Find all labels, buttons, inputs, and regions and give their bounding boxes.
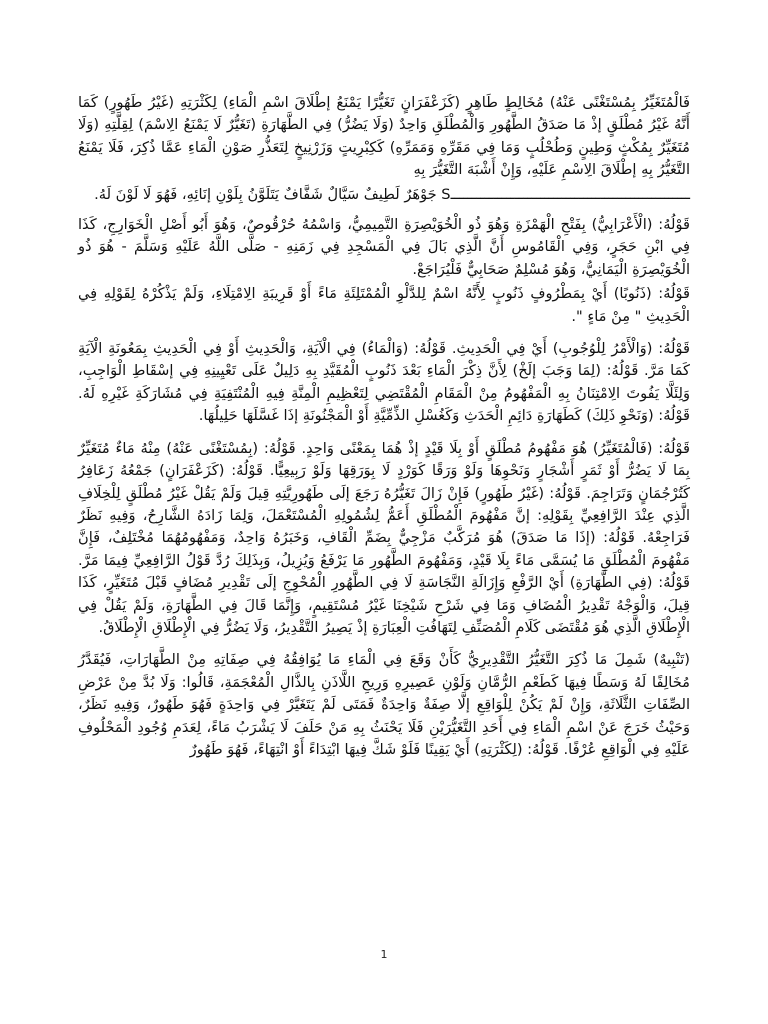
text-paragraph: قَوْلُهُ: (الْأَعْرَابِيُّ) بِفَتْحِ الْهَمْزَةِ وَهُوَ ذُو الْخُوَيْصِرَةِ التَّمِيمِيُّ، وَاسْمُهُ حُرْقُوصٌ، وَهُوَ أَبُو أَصْلِ الْخَوَارِجِ، كَذَا فِي ابْنِ حَجَرٍ، وَفِي الْقَامُوسِ أَنَّ الَّذِي بَالَ فِي الْمَسْجِدِ فِي زَمَنِهِ - صَلَّى اللَّهُ عَلَيْهِ وَسَلَّمَ - هُوَ ذُو الْخُوَيْصِرَةِ الْيَمَانِيُّ، وَهُوَ مُسْلِمٌ صَحَابِيٌّ فَلْيُرَاجَعْ.	[78, 216, 690, 278]
text-paragraph: قَوْلُهُ: (فَالْمُتَغَيِّرُ) هُوَ مَفْهُومُ مُطْلَقٍ أَوْ بِلَا قَيْدٍ إذْ هُمَا بِمَعْنًى وَاحِدٍ. قَوْلُهُ: (بِمُسْتَغْنًى عَنْهُ) مِنْهُ مَاءٌ مُتَغَيِّرٌ بِمَا لَا يَضُرُّ أَوْ ثَمَرٍ أَشْجَارٍ وَنَحْوِهَا وَلَوْ وَرَقًا كَوَرْدٍ لَا بِوَرَقِهَا وَلَوْ رَبِيعِيًّا. قَوْلُهُ: (كَزَعْفَرَانٍ) جَمْعُهُ زَعَافِرُ كَتُرْجُمَانٍ وَتَرَاجِمَ. قَوْلُهُ: (غَيْرُ طَهُورٍ) فَإِنْ زَالَ تَغَيُّرُهُ رَجَعَ إلَى طَهُورِيَّتِهِ قِيلَ وَلَمْ يَقُلْ غَيْرُ مُطْلَقٍ لِلْخِلَافِ الَّذِي عِنْدَ الرَّافِعِيِّ بِقَوْلِهِ: إنَّ مَفْهُومَ الْمُطْلَقِ أَعَمُّ لِشُمُولِهِ الْمُسْتَعْمَلَ، وَلِمَا زَادَهُ الشَّارِحُ، وَفِيهِ نَظَرٌ فَرَاجِعْهُ. قَوْلُهُ: (إذَا مَا صَدَقَ) هُوَ مُرَكَّبٌ مَزْجِيٌّ بِضَمِّ الْقَافِ، وَخَبَرُهُ وَاحِدٌ، وَمَفْهُومُهُمَا مُخْتَلِفٌ، فَإِنَّ مَفْهُومَ الْمُطْلَقِ مَا يُسَمَّى مَاءً بِلَا قَيْدٍ، وَمَفْهُومَ الطَّهُورِ مَا يَرْفَعُ وَيُزِيلُ، وَبِذَلِكَ رُدَّ قَوْلُ الرَّافِعِيِّ فِيمَا مَرَّ. قَوْلُهُ: (فِي الطَّهَارَةِ) أَيْ الرَّفْعِ وَإِزَالَةِ النَّجَاسَةِ لَا فِي الطَّهُورِ الْمُحْوِجِ إلَى تَقْدِيرِ مُضَافٍ قَبْلَ مُتَغَيِّرٍ، كَذَا قِيلَ، وَالْوَجْهُ تَقْدِيرُ الْمُضَافِ وَمَا فِي شَرْحِ شَيْخِنَا غَيْرُ مُسْتَقِيمٍ، وَإِنَّمَا قَالَ فِي الطَّهَارَةِ، وَلَمْ يَقُلْ فِي الْإِطْلَاقِ الَّذِي هُوَ مُقْتَضَى كَلَامِ الْمُصَنِّفِ لِتَهَافُتِ الْعِبَارَةِ إذْ يَصِيرُ التَّقْدِيرُ، وَلَا يَضُرُّ فِي الْإِطْلَاقِ الْإِطْلَاقُ.	[78, 439, 690, 636]
page-number: 1	[380, 948, 388, 961]
separator-paragraph: ــــــــــــــــــــــــــــــــــــــــــــــــــــــــS جَوْهَرٌ لَطِيفٌ سَيَّالٌ شَفَّافٌ يَتَلَوَّنُ بِلَوْنِ إنَائِهِ، فَهُوَ لَا لَوْنَ لَهُ.	[94, 185, 690, 203]
text-paragraph: قَوْلُهُ: (وَالْأَمْرُ لِلْوُجُوبِ) أَيْ فِي الْحَدِيثِ. قَوْلُهُ: (وَالْمَاءُ) فِي الْآيَةِ، وَالْحَدِيثِ أَوْ فِي الْحَدِيثِ بِمَعُونَةِ الْآيَةِ كَمَا مَرَّ. قَوْلُهُ: (لِمَا وَجَبَ إلَخْ) لِأَنَّ ذِكْرَ الْمَاءِ بَعْدَ ذَنُوبٍ الْمُقَيَّدِ بِهِ دَلِيلٌ عَلَى تَعْيِينِهِ فِي إسْقَاطِ الْوَاجِبِ، وَلِئَلَّا يَفُوتَ الِامْتِنَانُ بِهِ الْمَفْهُومُ مِنْ الْمَقَامِ الْمُقْتَضِي لِتَعْظِيمِ الْمِنَّةِ فِيهِ الْمُنْتَفِيَةِ فِي مُشَارَكَةِ غَيْرِهِ لَهُ. قَوْلُهُ: (وَنَحْوِ ذَلِكَ) كَطَهَارَةِ دَائِمِ الْحَدَثِ وَكَغُسْلِ الذِّمِّيَّةِ أَوْ الْمَجْنُونَةِ إذَا غَسَّلَهَا حَلِيلُهَا.	[78, 340, 690, 425]
text-paragraph: قَوْلُهُ: (ذَنُوبًا) أَيْ بِمَطْرُوفٍ ذَنُوبٍ لِأَنَّهُ اسْمٌ لِلدَّلْوِ الْمُمْتَلِئَةِ مَاءً أَوْ قَرِيبَةِ الِامْتِلَاءِ، وَلَمْ يَذْكُرْهُ لِقَوْلِهِ فِي الْحَدِيثِ " مِنْ مَاءٍ ".	[78, 285, 690, 325]
text-paragraph: (تَنْبِيهٌ) شَمِلَ مَا ذُكِرَ التَّغَيُّرُ التَّقْدِيرِيُّ كَأَنْ وَقَعَ فِي الْمَاءِ مَا يُوَافِقُهُ فِي صِفَاتِهِ مِنْ الطَّهَارَاتِ، فَيُقَدَّرُ مُخَالِفًا لَهُ وَسَطًا فِيهَا كَطَعْمِ الرُّمَّانِ وَلَوْنِ عَصِيرِهِ وَرِيحِ اللَّاذَنِ بِالذَّالِ الْمُعْجَمَةِ، قَالُوا: وَلَا بُدَّ مِنْ عَرْضِ الصِّفَاتِ الثَّلَاثَةِ، وَإِنْ لَمْ يَكُنْ لِلْوَاقِعِ إلَّا صِفَةٌ وَاحِدَةٌ فَمَتَى لَمْ يَتَغَيَّرْ فِي وَاحِدَةٍ فَهُوَ طَهُورٌ، وَفِيهِ نَظَرٌ، وَحَيْثُ خَرَجَ عَنْ اسْمِ الْمَاءِ فِي أَحَدِ التَّغَيُّرَيْنِ فَلَا يَحْنَثُ بِهِ مَنْ حَلَفَ لَا يَشْرَبُ مَاءً، لِعَدَمِ وُجُودِ الْمَحْلُوفِ عَلَيْهِ فِي الْوَاقِعِ عُرْفًا. قَوْلُهُ: (لِكَثْرَتِهِ) أَيْ يَقِينًا فَلَوْ شَكَّ فِيهَا ابْتِدَاءً أَوْ انْتِهَاءً، فَهُوَ طَهُورٌ	[78, 651, 690, 758]
text-paragraph: فَالْمُتَغَيِّرُ بِمُسْتَغْنًى عَنْهُ) مُخَالِطٍ طَاهِرٍ (كَزَعْفَرَانٍ تَغَيُّرًا يَمْنَعُ إطْلَاقَ اسْمِ الْمَاءِ) لِكَثْرَتِهِ (غَيْرُ طَهُورٍ) كَمَا أَنَّهُ غَيْرُ مُطْلَقٍ إذْ مَا صَدَقُ الطَّهُورِ وَالْمُطْلَقِ وَاحِدٌ (وَلَا يَضُرُّ) فِي الطَّهَارَةِ (تَغَيُّرٌ لَا يَمْنَعُ الِاسْمَ) لِقِلَّتِهِ (وَلَا مُتَغَيِّرٌ بِمُكْثٍ وَطِينٍ وَطُحْلُبٍ وَمَا فِي مَقَرِّهِ وَمَمَرِّهِ) كَكِبْرِيتٍ وَزَرْنِيخٍ لِتَعَذُّرِ صَوْنِ الْمَاءِ عَمَّا ذُكِرَ، فَلَا يَمْنَعُ التَّغَيُّرُ بِهِ إطْلَاقَ الِاسْمِ عَلَيْهِ، وَإِنْ أَشْبَهَ التَّغَيُّرَ بِهِ	[78, 94, 690, 179]
document-page	[78, 92, 690, 771]
